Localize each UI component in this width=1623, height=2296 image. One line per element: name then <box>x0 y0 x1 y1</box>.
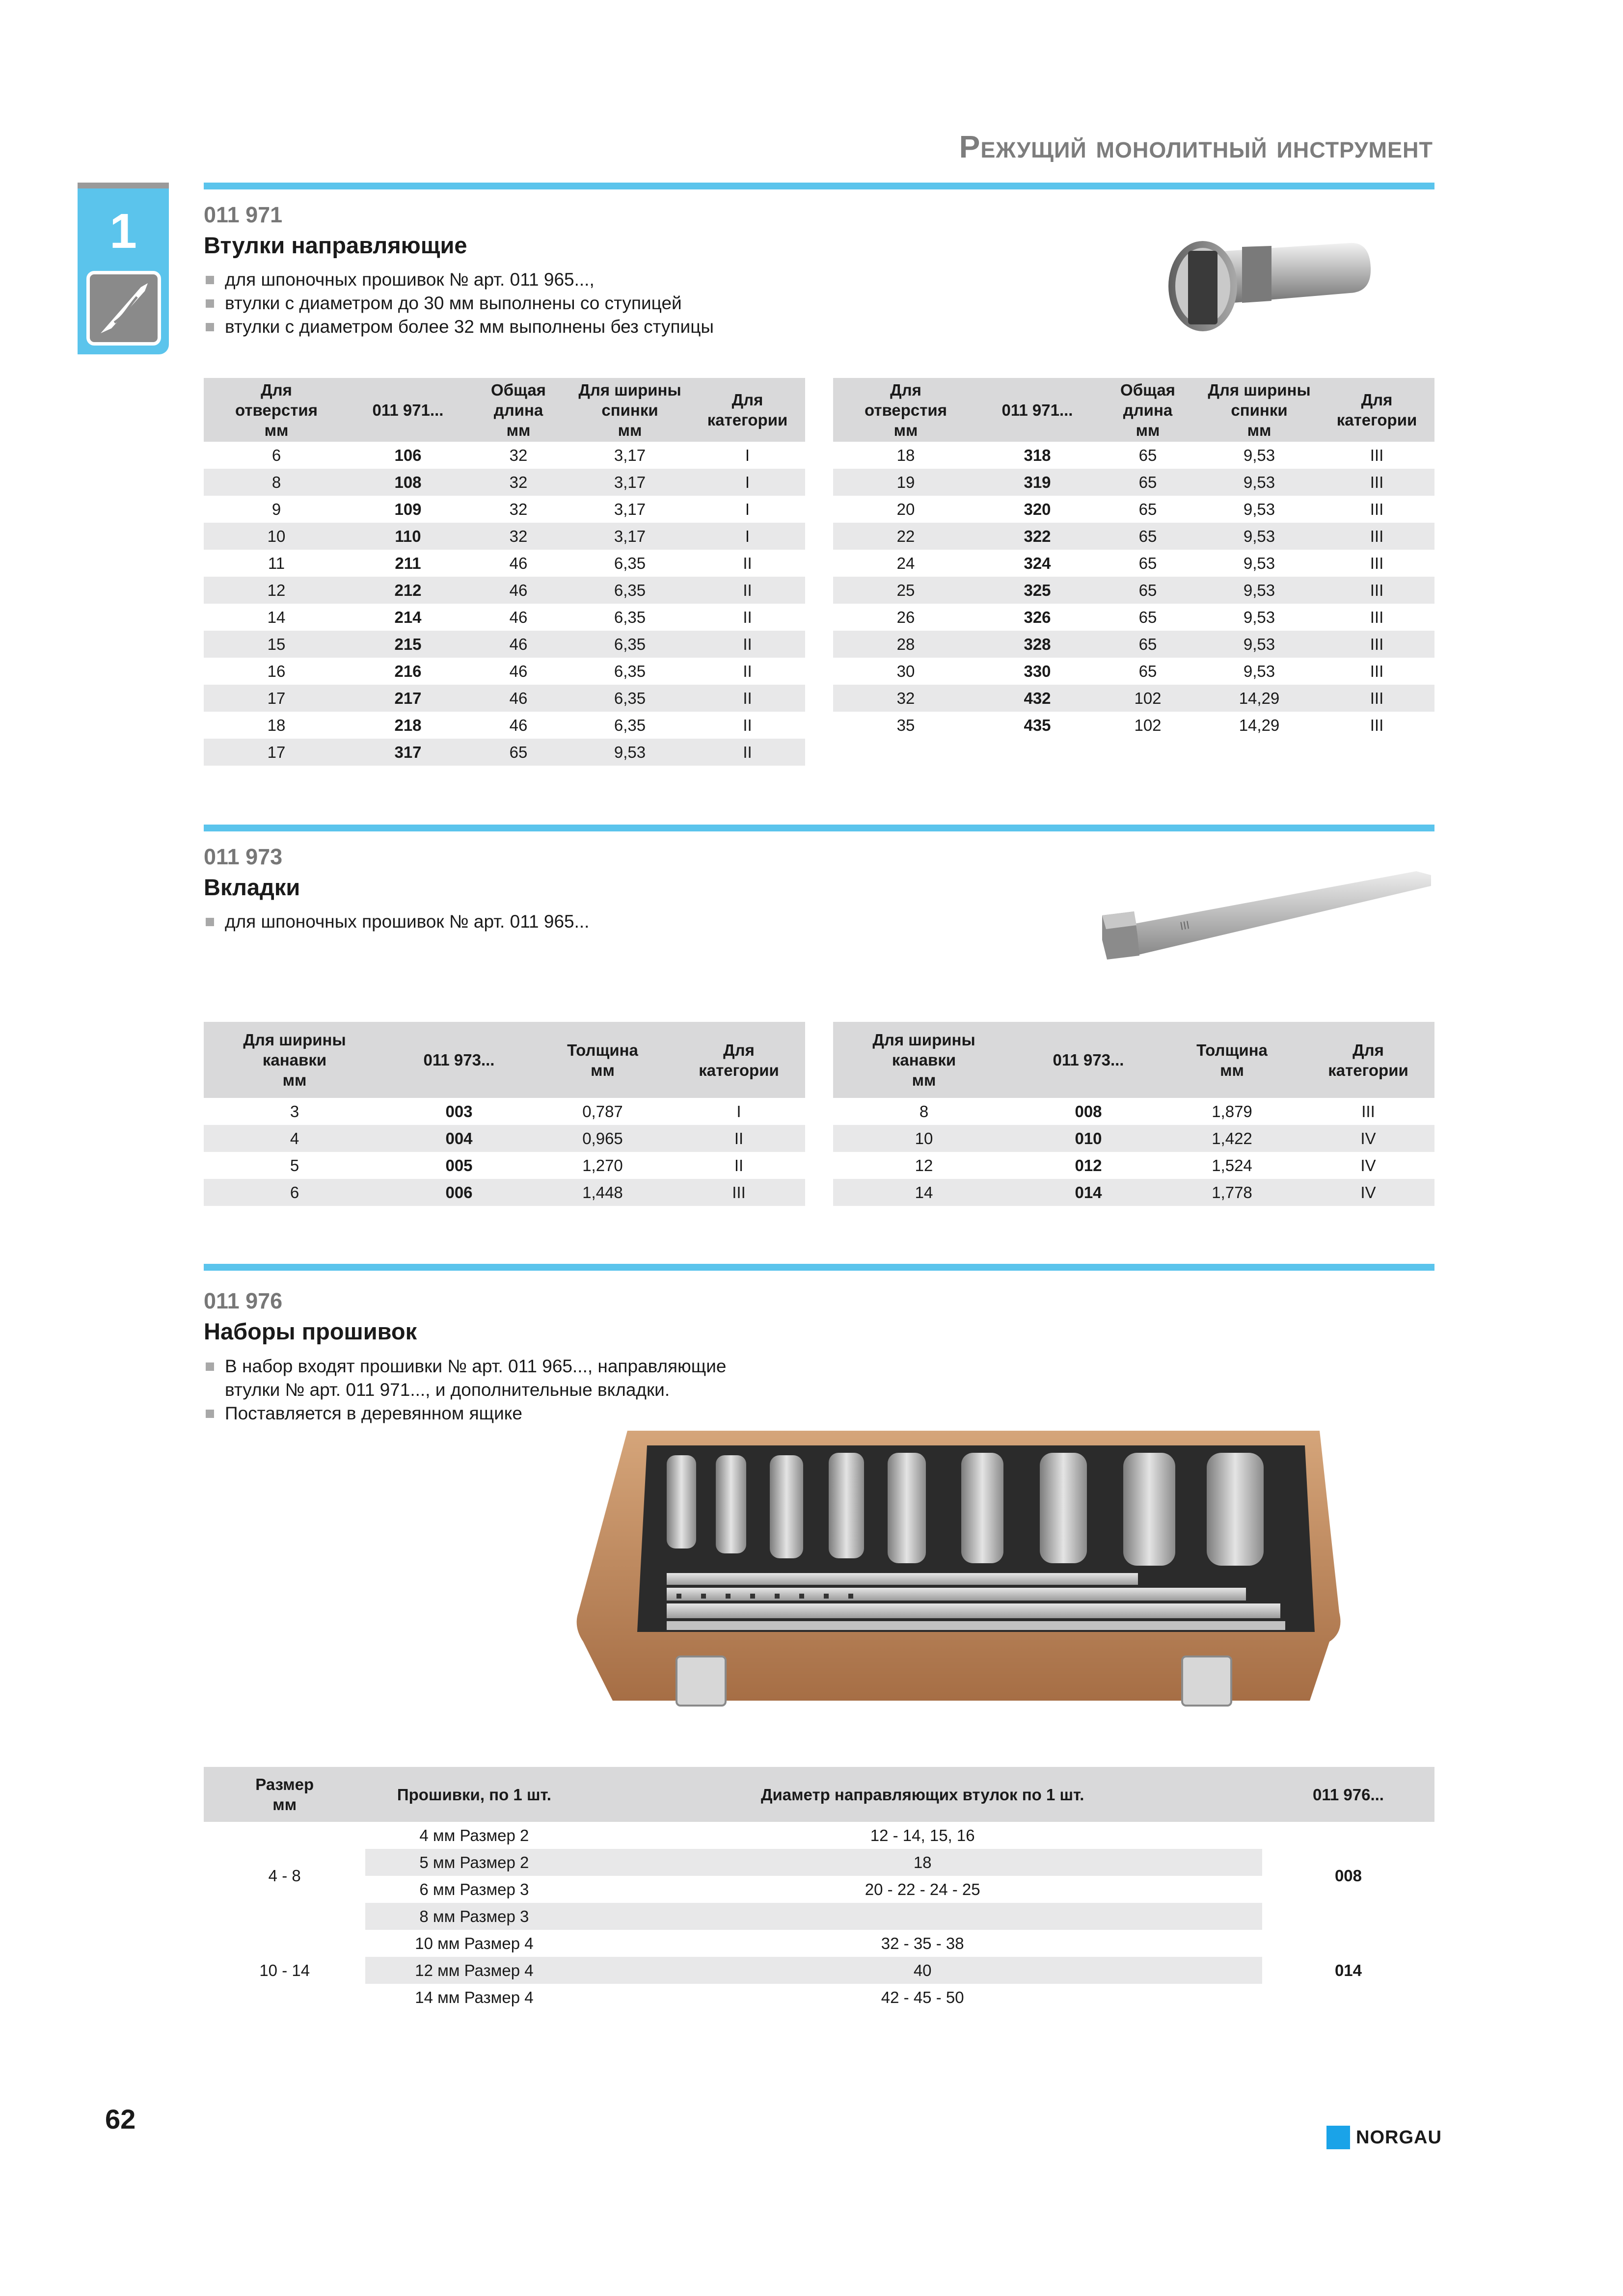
table-row <box>204 1152 805 1179</box>
table-row <box>204 739 805 766</box>
column-header <box>385 1022 533 1098</box>
table-cell: 6,35 <box>570 577 690 604</box>
column-header <box>1262 1767 1434 1822</box>
col-code-label: 011 971... <box>1001 400 1073 419</box>
table-cell: I <box>690 469 805 496</box>
table-cell: 326 <box>1024 608 1051 626</box>
table-cell: 6,35 <box>614 608 646 626</box>
table-cell: 65 <box>1138 554 1157 572</box>
table-cell: I <box>736 1102 741 1121</box>
bullet-item: втулки с диаметром более 32 мм выполнены без ступицы <box>204 315 714 339</box>
table-cell: III <box>1319 469 1434 496</box>
table-row <box>833 631 1434 658</box>
table-cell: 432 <box>978 685 1096 712</box>
table-cell: IV <box>1302 1179 1434 1206</box>
table-cell: 320 <box>1024 500 1051 518</box>
column-header <box>673 1022 805 1098</box>
table-cell: 6,35 <box>614 716 646 734</box>
table-cell: 325 <box>978 577 1096 604</box>
bullet-item: втулки с диаметром до 30 мм выполнены со ступицей <box>204 292 714 315</box>
table-row <box>204 712 805 739</box>
table-cell: II <box>743 662 752 680</box>
table-cell: 12 <box>915 1156 933 1175</box>
col-thickness-label: Толщина мм <box>1196 1041 1268 1079</box>
table-cell: 14 <box>267 608 286 626</box>
col-code-label: 011 973... <box>423 1051 495 1069</box>
table-row <box>204 604 805 631</box>
table-cell: III <box>673 1179 805 1206</box>
table-cell: I <box>745 446 750 464</box>
table-cell: 003 <box>445 1102 473 1121</box>
table-cell: III <box>1319 577 1434 604</box>
table-cell: III <box>1370 716 1384 734</box>
table-cell: 9,53 <box>1243 608 1275 626</box>
table-cell: 30 <box>896 662 915 680</box>
column-header <box>1162 1022 1302 1098</box>
table-cell: 4 <box>204 1125 385 1152</box>
table-cell: 324 <box>1024 554 1051 572</box>
table-cell: II <box>743 608 752 626</box>
column-header <box>583 1767 1262 1822</box>
table-cell: 32 <box>467 469 570 496</box>
table-cell: 1,778 <box>1162 1179 1302 1206</box>
column-header <box>204 1022 385 1098</box>
table-row <box>204 523 805 550</box>
table-cell: 0,787 <box>582 1102 623 1121</box>
table-cell: 317 <box>349 739 467 766</box>
table-row <box>833 1125 1434 1152</box>
inserts-table-right <box>833 1022 1434 1206</box>
column-header <box>833 1022 1015 1098</box>
table-cell: 102 <box>1096 685 1199 712</box>
column-header <box>204 378 349 442</box>
column-header <box>1302 1022 1434 1098</box>
table-cell: 19 <box>833 469 978 496</box>
table-row <box>204 577 805 604</box>
col-code-label: 011 976... <box>1312 1785 1384 1804</box>
table-cell: III <box>1361 1102 1375 1121</box>
page-number: 62 <box>105 2104 136 2135</box>
table-cell: III <box>1319 631 1434 658</box>
table-cell: 212 <box>349 577 467 604</box>
sleeve-diameters: 32 - 35 - 38 <box>881 1934 964 1952</box>
table-cell: 3,17 <box>570 469 690 496</box>
table-cell: 109 <box>394 500 422 518</box>
table-row <box>833 685 1434 712</box>
table-cell: IV <box>1360 1156 1376 1175</box>
table-cell: 014 <box>1015 1179 1162 1206</box>
table-cell: 435 <box>1024 716 1051 734</box>
brand-logo <box>1326 2126 1442 2149</box>
sleeves-table-left <box>204 378 805 766</box>
col-sleeve-diameter-label: Диаметр направляющих втулок по 1 шт. <box>760 1785 1084 1804</box>
table-cell: 102 <box>1134 716 1162 734</box>
col-code-label: 011 973... <box>1053 1051 1124 1069</box>
column-header <box>467 378 570 442</box>
table-cell: 211 <box>395 554 421 572</box>
set-code: 008 <box>1334 1867 1362 1885</box>
table-cell: 9,53 <box>1199 631 1319 658</box>
table-cell: 11 <box>268 554 285 572</box>
table-cell: 16 <box>267 662 286 680</box>
table-cell: 215 <box>349 631 467 658</box>
table-cell: IV <box>1302 1125 1434 1152</box>
table-cell: II <box>690 631 805 658</box>
broach-item: 10 мм Размер 4 <box>415 1934 534 1952</box>
table-row <box>833 1098 1434 1125</box>
table-cell: 65 <box>1138 500 1157 518</box>
brand-name: NORGAU <box>1356 2127 1442 2148</box>
table-cell: 65 <box>1096 523 1199 550</box>
table-cell: III <box>1370 662 1384 680</box>
sleeve-diameters <box>583 1903 1262 1930</box>
set-code: 014 <box>1334 1961 1362 1979</box>
table-cell: 1,422 <box>1162 1125 1302 1152</box>
column-header <box>1319 378 1434 442</box>
table-cell: 10 <box>833 1125 1015 1152</box>
brand-square-icon <box>1326 2126 1350 2149</box>
table-cell: 006 <box>385 1179 533 1206</box>
table-row <box>833 1179 1434 1206</box>
table-cell: 46 <box>509 716 528 734</box>
table-cell: 28 <box>833 631 978 658</box>
table-cell: II <box>690 685 805 712</box>
drill-icon <box>86 271 161 346</box>
table-cell: I <box>690 523 805 550</box>
table-cell: 108 <box>349 469 467 496</box>
table-cell: 0,965 <box>533 1125 673 1152</box>
table-cell: 008 <box>1075 1102 1102 1121</box>
table-row <box>833 604 1434 631</box>
table-cell: III <box>1370 554 1384 572</box>
section-divider <box>204 1264 1434 1271</box>
chapter-tab-topline <box>78 183 169 188</box>
set-size: 4 - 8 <box>268 1867 301 1885</box>
table-cell: 10 <box>204 523 349 550</box>
table-row <box>204 631 805 658</box>
table-cell: 216 <box>394 662 422 680</box>
column-header <box>349 378 467 442</box>
bullet-list <box>204 910 589 934</box>
sleeve-diameters: 40 <box>583 1957 1262 1984</box>
page-header-title: Режущий монолитный инструмент <box>959 129 1433 164</box>
section-title: Вкладки <box>204 874 300 900</box>
table-cell: 9,53 <box>1199 523 1319 550</box>
sleeve-diameters: 20 - 22 - 24 - 25 <box>865 1880 980 1898</box>
table-row <box>833 442 1434 469</box>
broach-item: 8 мм Размер 3 <box>365 1903 583 1930</box>
table-cell: 9 <box>271 500 281 518</box>
table-cell: 65 <box>1138 446 1157 464</box>
table-cell: 9,53 <box>1243 662 1275 680</box>
column-header <box>978 378 1096 442</box>
table-cell: 65 <box>1138 662 1157 680</box>
col-category-label: Для категории <box>699 1041 779 1079</box>
table-cell: 9,53 <box>570 739 690 766</box>
table-cell: 6,35 <box>570 631 690 658</box>
chapter-number: 1 <box>109 204 137 259</box>
table-cell: 6,35 <box>614 662 646 680</box>
article-number: 011 973 <box>204 844 283 869</box>
col-hole-label: Для отверстия мм <box>235 380 318 439</box>
col-category-label: Для категории <box>1336 391 1417 429</box>
broach-item: 6 мм Размер 3 <box>419 1880 529 1898</box>
col-size-label: Размер мм <box>255 1775 314 1814</box>
table-cell: III <box>1319 685 1434 712</box>
table-cell: 46 <box>467 577 570 604</box>
column-header <box>690 378 805 442</box>
broach-set-case-image <box>573 1426 1359 1730</box>
section-divider <box>204 183 1434 189</box>
table-cell: 24 <box>896 554 915 572</box>
table-cell: 004 <box>385 1125 533 1152</box>
svg-text:III: III <box>1179 919 1191 933</box>
table-cell: 1,879 <box>1212 1102 1252 1121</box>
table-cell: II <box>673 1125 805 1152</box>
table-cell: 35 <box>896 716 915 734</box>
chapter-tab <box>78 183 169 354</box>
table-cell: 46 <box>509 662 528 680</box>
table-cell: 46 <box>467 631 570 658</box>
column-header <box>365 1767 583 1822</box>
section-title: Наборы прошивок <box>204 1318 417 1344</box>
table-cell: 9,53 <box>1199 469 1319 496</box>
table-row <box>204 658 805 685</box>
table-cell: 330 <box>1024 662 1051 680</box>
table-cell: 65 <box>1096 469 1199 496</box>
table-row <box>833 469 1434 496</box>
broach-item: 5 мм Размер 2 <box>365 1849 583 1876</box>
inserts-table-left <box>204 1022 805 1206</box>
table-cell: 005 <box>445 1156 473 1175</box>
table-cell: 1,524 <box>1212 1156 1252 1175</box>
broach-insert-image <box>1092 852 1436 999</box>
table-cell: 9,53 <box>1243 446 1275 464</box>
column-header <box>833 378 978 442</box>
table-cell: II <box>734 1156 744 1175</box>
column-header <box>1015 1022 1162 1098</box>
table-row <box>204 469 805 496</box>
table-cell: 1,270 <box>582 1156 623 1175</box>
column-header <box>1096 378 1199 442</box>
table-cell: III <box>1370 446 1384 464</box>
guide-sleeve-image <box>1114 218 1389 361</box>
column-header <box>1199 378 1319 442</box>
table-cell: 9,53 <box>1243 554 1275 572</box>
table-cell: 010 <box>1015 1125 1162 1152</box>
table-row <box>204 1125 805 1152</box>
table-cell: 17 <box>204 739 349 766</box>
bullet-item: В набор входят прошивки № арт. 011 965..., направляющие втулки № арт. 011 971..., и дополнительные вкладки. <box>204 1355 726 1402</box>
table-cell: 1,448 <box>533 1179 673 1206</box>
table-row <box>204 1179 805 1206</box>
table-cell: 8 <box>204 469 349 496</box>
table-cell: 46 <box>509 608 528 626</box>
table-cell: 46 <box>509 554 528 572</box>
section-divider <box>204 825 1434 831</box>
sleeve-diameters: 12 - 14, 15, 16 <box>870 1826 975 1844</box>
table-row <box>833 523 1434 550</box>
table-cell: 328 <box>978 631 1096 658</box>
table-cell: 5 <box>290 1156 299 1175</box>
table-cell: 25 <box>833 577 978 604</box>
table-cell: II <box>743 554 752 572</box>
table-cell: 318 <box>1024 446 1051 464</box>
table-cell: 3 <box>290 1102 299 1121</box>
table-row <box>833 712 1434 739</box>
table-cell: 218 <box>394 716 422 734</box>
article-number: 011 971 <box>204 202 283 227</box>
col-back-width-label: Для ширины спинки мм <box>578 380 681 439</box>
table-cell: 18 <box>267 716 286 734</box>
table-cell: 106 <box>394 446 422 464</box>
table-cell: 8 <box>919 1102 929 1121</box>
sets-table <box>204 1767 1434 2011</box>
sleeves-table-right <box>833 378 1434 739</box>
table-cell: 32 <box>833 685 978 712</box>
table-cell: 3,17 <box>614 446 646 464</box>
broach-item: 12 мм Размер 4 <box>365 1957 583 1984</box>
col-thickness-label: Толщина мм <box>567 1041 638 1079</box>
col-back-width-label: Для ширины спинки мм <box>1208 380 1311 439</box>
table-cell: 32 <box>467 523 570 550</box>
col-length-label: Общая длина мм <box>1120 380 1175 439</box>
col-groove-width-label: Для ширины канавки мм <box>872 1031 975 1089</box>
broach-item: 14 мм Размер 4 <box>415 1988 534 2006</box>
table-cell: 9,53 <box>1199 577 1319 604</box>
broach-item: 4 мм Размер 2 <box>419 1826 529 1844</box>
sleeve-diameters: 42 - 45 - 50 <box>881 1988 964 2006</box>
col-hole-label: Для отверстия мм <box>865 380 947 439</box>
table-cell: 22 <box>833 523 978 550</box>
table-cell: II <box>690 577 805 604</box>
col-groove-width-label: Для ширины канавки мм <box>243 1031 346 1089</box>
table-cell: 32 <box>509 446 528 464</box>
table-cell: II <box>743 716 752 734</box>
table-cell: 65 <box>1096 577 1199 604</box>
table-cell: III <box>1370 608 1384 626</box>
table-cell: 6 <box>204 1179 385 1206</box>
table-row <box>204 685 805 712</box>
table-cell: 32 <box>509 500 528 518</box>
column-header <box>570 378 690 442</box>
table-row <box>833 496 1434 523</box>
column-header <box>204 1767 365 1822</box>
table-cell: 20 <box>896 500 915 518</box>
table-cell: 14,29 <box>1199 685 1319 712</box>
table-row <box>833 1152 1434 1179</box>
col-length-label: Общая длина мм <box>491 380 546 439</box>
table-cell: 319 <box>978 469 1096 496</box>
bullet-item: для шпоночных прошивок № арт. 011 965... <box>204 910 589 934</box>
table-cell: 6 <box>271 446 281 464</box>
col-broaches-label: Прошивки, по 1 шт. <box>397 1785 551 1804</box>
table-row <box>833 658 1434 685</box>
table-row <box>833 577 1434 604</box>
table-cell: 65 <box>1138 608 1157 626</box>
table-cell: 15 <box>204 631 349 658</box>
table-cell: I <box>745 500 750 518</box>
bullet-item: для шпоночных прошивок № арт. 011 965..., <box>204 268 714 292</box>
table-row <box>204 496 805 523</box>
table-cell: 214 <box>394 608 422 626</box>
bullet-item: Поставляется в деревянном ящике <box>204 1402 726 1425</box>
table-row <box>204 550 805 577</box>
table-row <box>204 442 805 469</box>
table-cell: 12 <box>204 577 349 604</box>
table-cell: 26 <box>896 608 915 626</box>
set-size: 10 - 14 <box>259 1961 310 1979</box>
col-category-label: Для категории <box>1328 1041 1408 1079</box>
table-cell: 65 <box>467 739 570 766</box>
table-cell: 17 <box>204 685 349 712</box>
col-category-label: Для категории <box>707 391 788 429</box>
table-cell: 9,53 <box>1243 500 1275 518</box>
section-title: Втулки направляющие <box>204 232 467 258</box>
col-code-label: 011 971... <box>372 400 444 419</box>
bullet-list <box>204 268 714 339</box>
sleeve-diameters: 18 <box>583 1849 1262 1876</box>
table-cell: 18 <box>896 446 915 464</box>
column-header <box>533 1022 673 1098</box>
table-cell: 3,17 <box>614 500 646 518</box>
table-cell: 3,17 <box>570 523 690 550</box>
table-cell: 46 <box>467 685 570 712</box>
table-cell: 6,35 <box>570 685 690 712</box>
table-cell: III <box>1319 523 1434 550</box>
article-number: 011 976 <box>204 1288 283 1313</box>
table-cell: III <box>1370 500 1384 518</box>
table-row <box>204 1098 805 1125</box>
table-cell: 012 <box>1075 1156 1102 1175</box>
table-cell: 14,29 <box>1239 716 1280 734</box>
table-cell: 65 <box>1096 631 1199 658</box>
table-cell: 6,35 <box>614 554 646 572</box>
table-cell: 14 <box>833 1179 1015 1206</box>
table-cell: II <box>690 739 805 766</box>
table-row <box>833 550 1434 577</box>
table-cell: 110 <box>349 523 467 550</box>
table-cell: 217 <box>349 685 467 712</box>
table-cell: 322 <box>978 523 1096 550</box>
bullet-list <box>204 1355 726 1425</box>
